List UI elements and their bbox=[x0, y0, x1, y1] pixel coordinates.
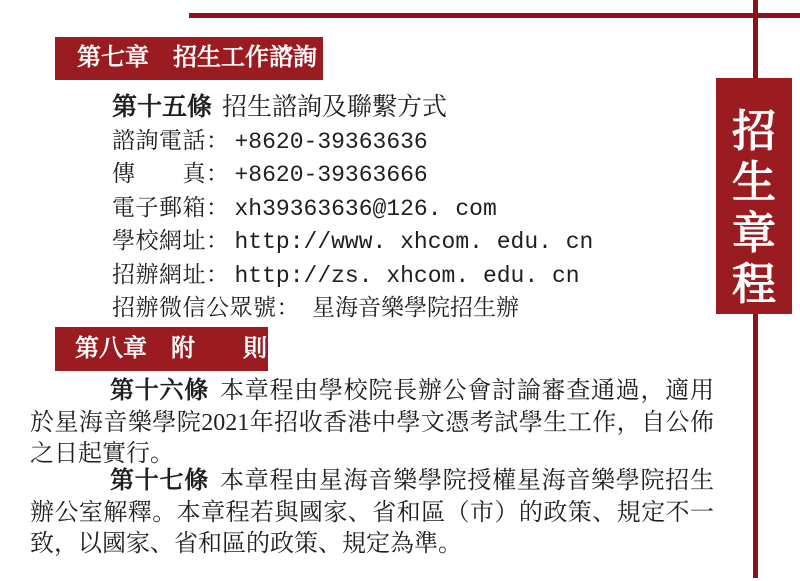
side-banner-char: 章 bbox=[732, 208, 776, 259]
side-banner-char: 生 bbox=[732, 157, 776, 208]
contact-row-wechat bbox=[112, 292, 593, 325]
contact-value-school-url: http://www. xhcom. edu. cn bbox=[234, 229, 594, 255]
article15-heading bbox=[112, 92, 593, 125]
contact-label: 招辦微信公眾號： bbox=[112, 295, 300, 320]
article17-number: 第十七條 bbox=[110, 468, 209, 494]
contact-label: 傳 真： bbox=[112, 161, 230, 186]
contact-label: 電子郵箱： bbox=[112, 194, 230, 220]
article15-title: 招生諮詢及聯繫方式 bbox=[222, 94, 448, 121]
contact-value-fax: +8620-39363666 bbox=[234, 162, 428, 188]
contact-row-phone bbox=[112, 125, 593, 159]
contact-label: 招辦網址： bbox=[112, 261, 230, 287]
article17-paragraph bbox=[30, 466, 714, 561]
contact-row-admissions-website bbox=[112, 259, 593, 293]
side-banner-admissions-regulations bbox=[716, 78, 792, 314]
contact-value-email: xh39363636@126. com bbox=[234, 195, 497, 222]
contact-label: 學校網址： bbox=[112, 228, 230, 253]
side-banner-char: 程 bbox=[732, 259, 776, 310]
chapter7-banner: 第七章 招生工作諮詢 bbox=[55, 37, 323, 80]
top-horizontal-rule bbox=[189, 13, 800, 18]
contact-row-school-website bbox=[112, 225, 593, 259]
contact-value-admissions-url: http://zs. xhcom. edu. cn bbox=[234, 262, 580, 289]
article16-number: 第十六條 bbox=[110, 378, 209, 404]
chapter8-banner: 第八章 附 則 bbox=[55, 327, 268, 371]
article15-number: 第十五條 bbox=[112, 94, 213, 121]
contact-value-wechat: 星海音樂學院招生辦 bbox=[312, 295, 519, 320]
article16-paragraph bbox=[30, 376, 714, 471]
contact-value-phone: +8620-39363636 bbox=[234, 128, 428, 155]
article16-text: 本章程由學校院長辦公會討論審查通過，適用於星海音樂學院2021年招收香港中學文憑考試學生工作，自公佈之日起實行。 bbox=[30, 378, 715, 467]
contact-row-email bbox=[112, 192, 593, 226]
chapter7-contact-block bbox=[112, 92, 593, 325]
contact-label: 諮詢電話： bbox=[112, 127, 230, 153]
contact-row-fax bbox=[112, 158, 593, 192]
side-banner-char: 招 bbox=[732, 106, 776, 157]
article17-text: 本章程由星海音樂學院授權星海音樂學院招生辦公室解釋。本章程若與國家、省和區（市）的政策、規定不一致，以國家、省和區的政策、規定為準。 bbox=[30, 468, 715, 557]
